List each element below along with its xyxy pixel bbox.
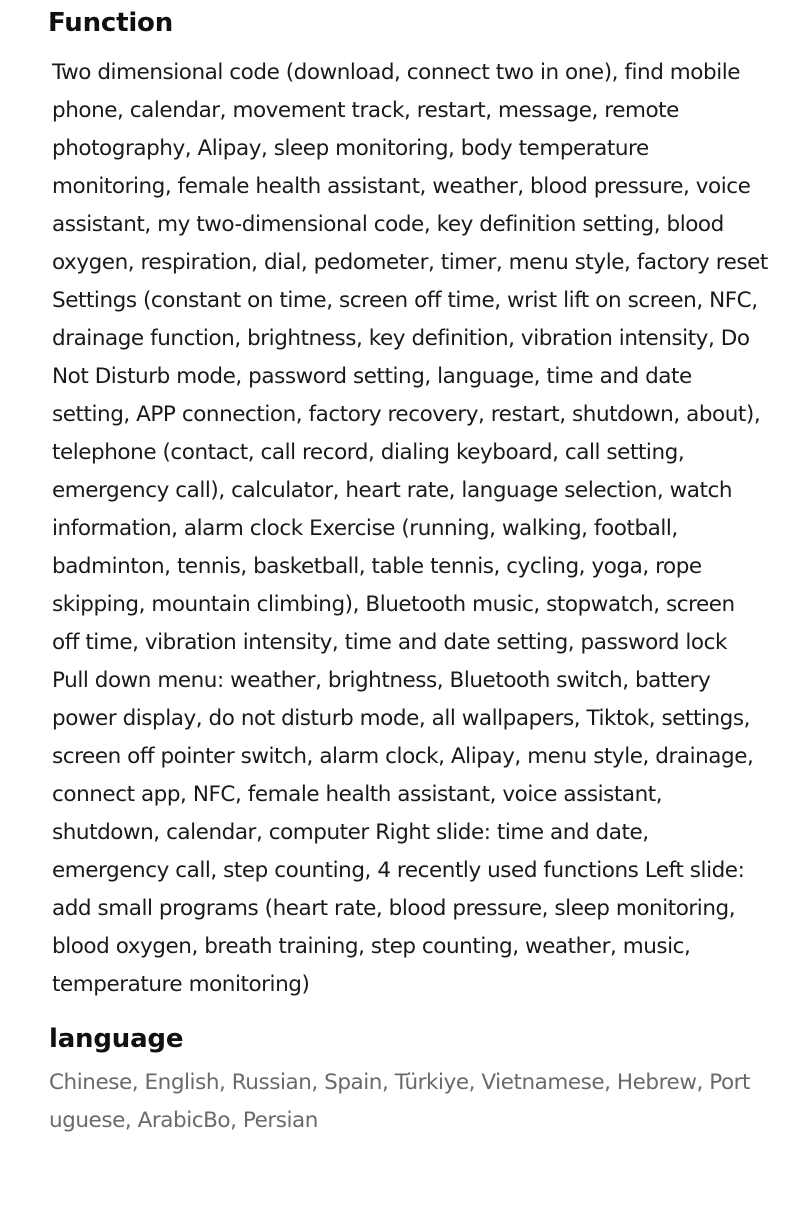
- function-line: telephone (contact, call record, dialing keyboard, call setting,: [52, 440, 685, 465]
- function-line: oxygen, respiration, dial, pedometer, timer, menu style, factory reset: [52, 250, 768, 275]
- function-line: Two dimensional code (download, connect two in one), find mobile: [52, 60, 741, 85]
- function-line: screen off pointer switch, alarm clock, Alipay, menu style, drainage,: [52, 744, 754, 769]
- function-line: information, alarm clock Exercise (running, walking, football,: [52, 516, 678, 541]
- function-line: setting, APP connection, factory recovery, restart, shutdown, about),: [52, 402, 761, 427]
- function-line: emergency call, step counting, 4 recently used functions Left slide:: [52, 858, 745, 883]
- language-list: [49, 1064, 761, 1140]
- function-line: temperature monitoring): [52, 972, 310, 997]
- language-line: Chinese, English, Russian, Spain, Türkiye, Vietnamese, Hebrew, Port: [49, 1070, 751, 1095]
- function-line: shutdown, calendar, computer Right slide: time and date,: [52, 820, 649, 845]
- function-heading: Function: [48, 8, 174, 38]
- function-description: [52, 54, 774, 1004]
- language-line: uguese, ArabicBo, Persian: [49, 1108, 318, 1133]
- function-line: photography, Alipay, sleep monitoring, body temperature: [52, 136, 649, 161]
- function-line: drainage function, brightness, key definition, vibration intensity, Do: [52, 326, 750, 351]
- function-line: emergency call), calculator, heart rate, language selection, watch: [52, 478, 733, 503]
- language-heading: language: [49, 1024, 184, 1054]
- function-line: skipping, mountain climbing), Bluetooth music, stopwatch, screen: [52, 592, 735, 617]
- function-line: Not Disturb mode, password setting, language, time and date: [52, 364, 692, 389]
- function-line: add small programs (heart rate, blood pressure, sleep monitoring,: [52, 896, 736, 921]
- function-line: Settings (constant on time, screen off time, wrist lift on screen, NFC,: [52, 288, 758, 313]
- function-section: [0, 8, 790, 1004]
- function-line: off time, vibration intensity, time and date setting, password lock: [52, 630, 727, 655]
- function-line: monitoring, female health assistant, weather, blood pressure, voice: [52, 174, 751, 199]
- function-line: blood oxygen, breath training, step counting, weather, music,: [52, 934, 691, 959]
- function-line: phone, calendar, movement track, restart, message, remote: [52, 98, 679, 123]
- function-line: badminton, tennis, basketball, table tennis, cycling, yoga, rope: [52, 554, 702, 579]
- function-line: power display, do not disturb mode, all wallpapers, Tiktok, settings,: [52, 706, 751, 731]
- language-section: [0, 1024, 790, 1140]
- function-line: assistant, my two-dimensional code, key definition setting, blood: [52, 212, 724, 237]
- function-line: connect app, NFC, female health assistant, voice assistant,: [52, 782, 663, 807]
- function-line: Pull down menu: weather, brightness, Bluetooth switch, battery: [52, 668, 711, 693]
